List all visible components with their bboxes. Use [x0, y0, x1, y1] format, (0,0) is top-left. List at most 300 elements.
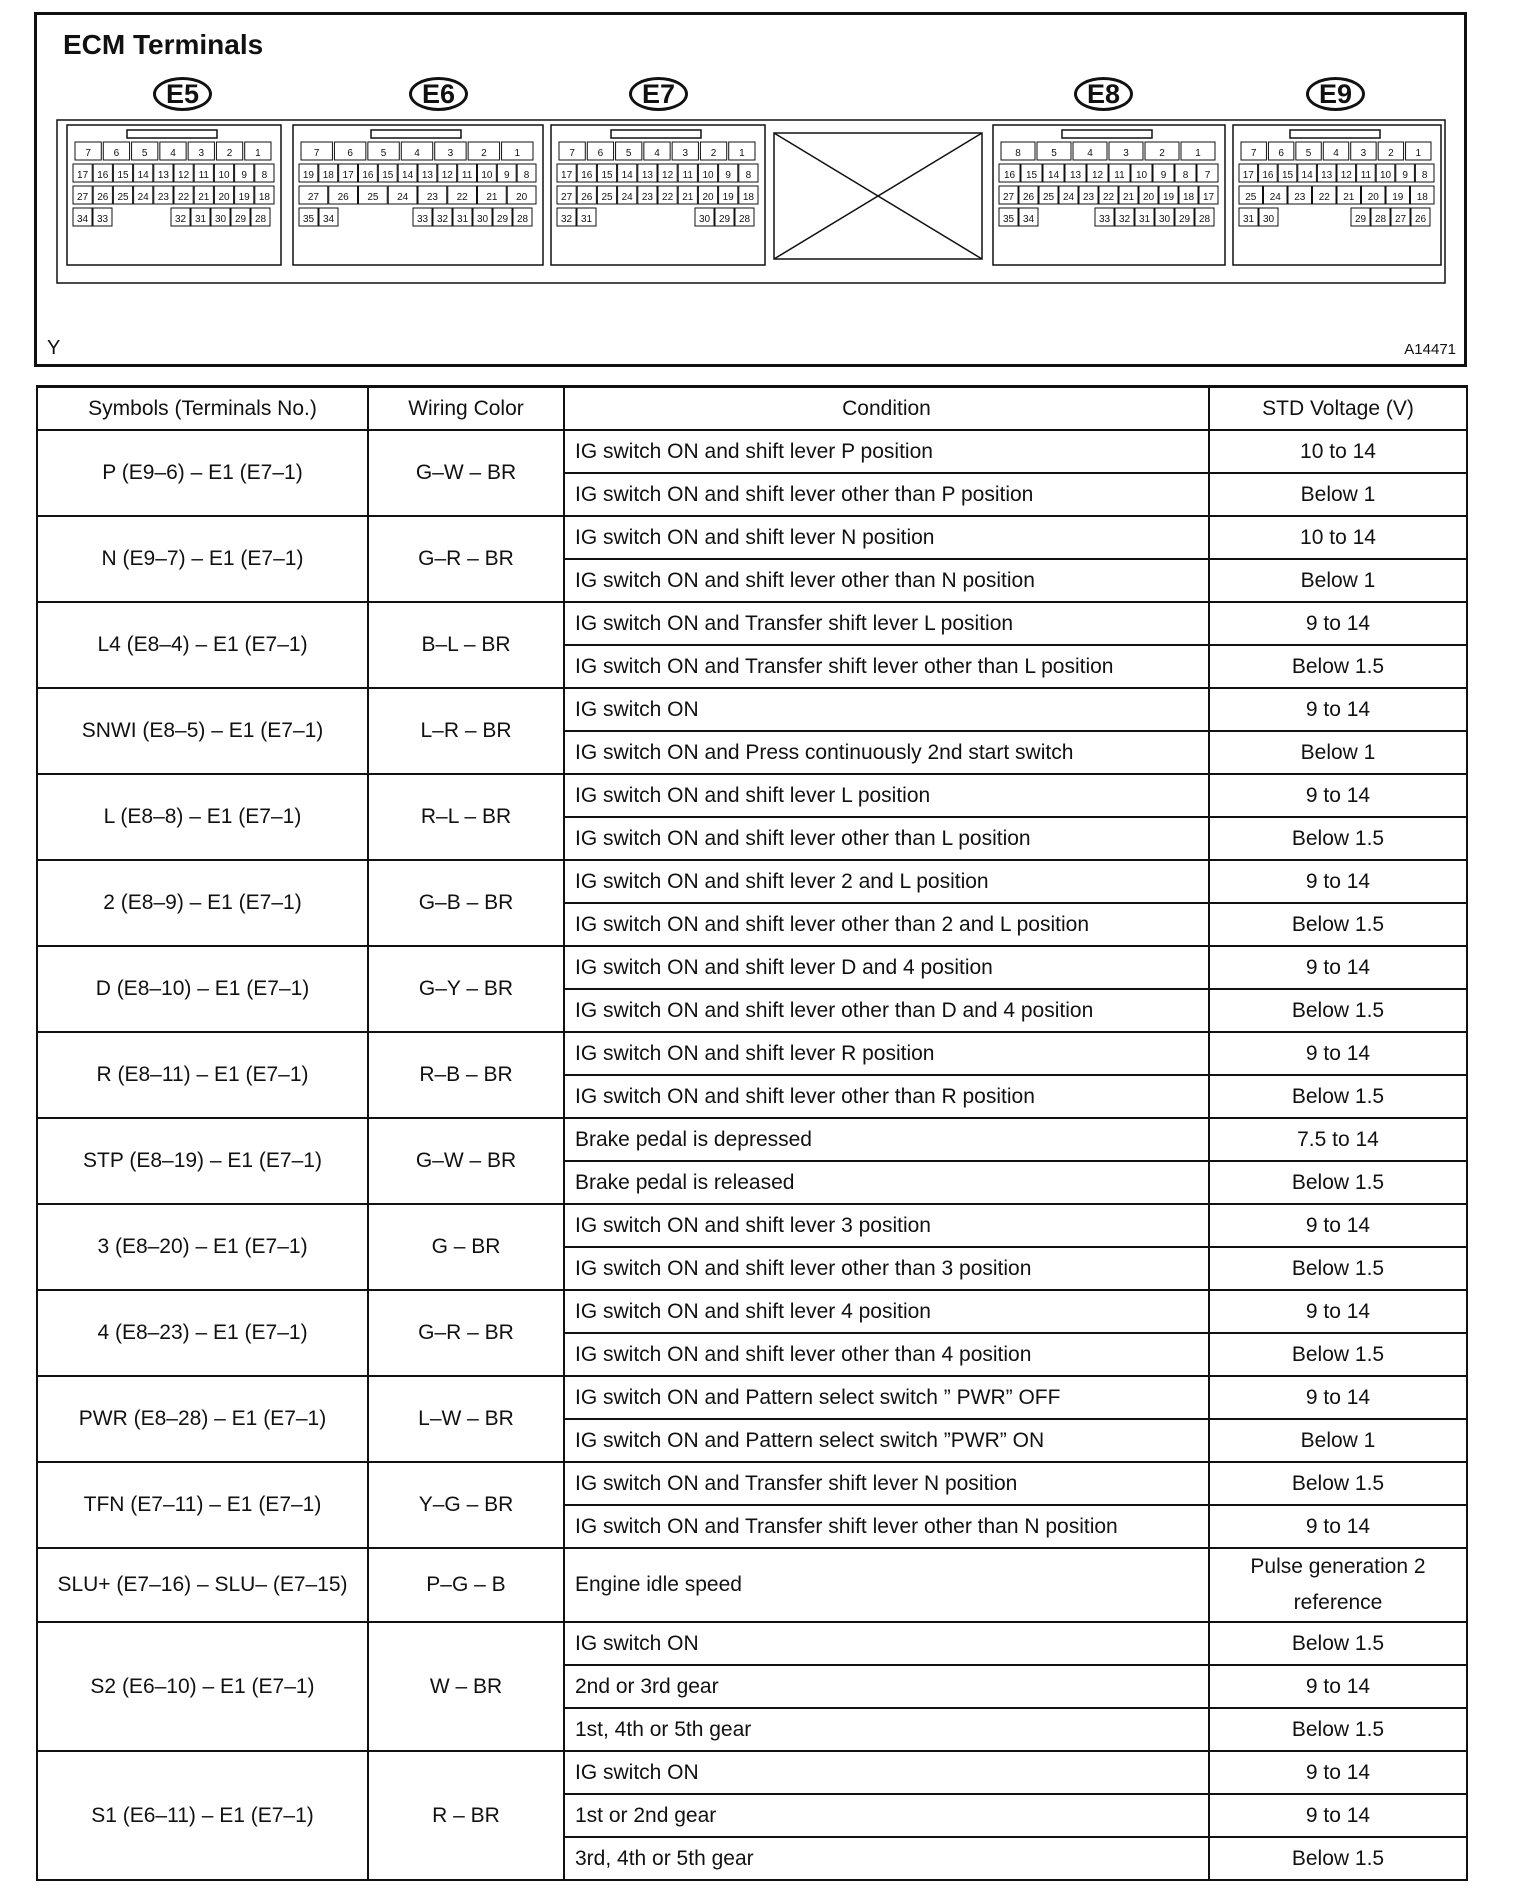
pin-number: 4: [654, 148, 660, 159]
condition-cell: Brake pedal is released: [564, 1161, 1209, 1204]
condition-cell: IG switch ON and Transfer shift lever other than N position: [564, 1505, 1209, 1548]
pin-number: 13: [1321, 170, 1333, 181]
header-symbols: Symbols (Terminals No.): [37, 387, 368, 431]
pin-number: 21: [1122, 192, 1135, 203]
pin-number: 16: [1003, 170, 1016, 181]
pin-number: 9: [1160, 170, 1167, 181]
pin-number: 4: [1087, 148, 1093, 159]
connector-latch: [371, 130, 461, 138]
ecm-terminals-figure: [34, 12, 1467, 367]
pin-number: 6: [1278, 148, 1284, 159]
pin-number: 12: [662, 170, 674, 181]
condition-cell: IG switch ON: [564, 688, 1209, 731]
pin-number: 30: [698, 214, 711, 225]
pin-number: 33: [1098, 214, 1111, 225]
voltage-cell: Below 1: [1209, 559, 1467, 602]
condition-cell: IG switch ON: [564, 1751, 1209, 1794]
pin-number: 2: [1388, 148, 1394, 159]
voltage-cell: 9 to 14: [1209, 860, 1467, 903]
pin-number: 15: [117, 170, 129, 181]
condition-cell: IG switch ON and shift lever other than 2 and L position: [564, 903, 1209, 946]
pin-number: 11: [461, 170, 473, 181]
symbol-cell: SNWI (E8–5) – E1 (E7–1): [37, 688, 368, 774]
connector-label-e5: E5: [153, 77, 212, 111]
table-row: [37, 688, 1467, 731]
condition-cell: IG switch ON and shift lever D and 4 position: [564, 946, 1209, 989]
pin-number: 2: [481, 148, 487, 159]
wiring-color-cell: P–G – B: [368, 1548, 564, 1622]
condition-cell: 2nd or 3rd gear: [564, 1665, 1209, 1708]
condition-cell: 1st, 4th or 5th gear: [564, 1708, 1209, 1751]
pin-number: 31: [580, 214, 593, 225]
table-header-row: [37, 387, 1467, 431]
pin-number: 5: [1305, 148, 1312, 159]
voltage-cell: Below 1.5: [1209, 1837, 1467, 1880]
pin-number: 9: [503, 170, 510, 181]
pin-number: 11: [198, 170, 209, 181]
pin-number: 7: [313, 148, 320, 159]
pin-number: 22: [1318, 192, 1330, 203]
pin-number: 20: [218, 192, 230, 203]
condition-cell: IG switch ON and shift lever other than D and 4 position: [564, 989, 1209, 1032]
pin-number: 16: [1262, 170, 1274, 181]
pin-number: 2: [710, 148, 717, 159]
condition-cell: IG switch ON and shift lever P position: [564, 430, 1209, 473]
pin-number: 10: [702, 170, 714, 181]
pin-number: 14: [1301, 170, 1313, 181]
condition-cell: 1st or 2nd gear: [564, 1794, 1209, 1837]
table-row: [37, 1622, 1467, 1665]
condition-cell: IG switch ON and Pattern select switch ”PWR” ON: [564, 1419, 1209, 1462]
voltage-cell: Below 1.5: [1209, 1708, 1467, 1751]
pin-number: 26: [337, 192, 349, 203]
condition-cell: IG switch ON and shift lever other than 3 position: [564, 1247, 1209, 1290]
wiring-color-cell: R – BR: [368, 1751, 564, 1880]
pin-number: 19: [238, 192, 250, 203]
pin-number: 14: [621, 170, 633, 181]
pin-number: 4: [414, 148, 420, 159]
pin-number: 23: [157, 192, 169, 203]
condition-cell: IG switch ON and shift lever R position: [564, 1032, 1209, 1075]
pin-number: 7: [85, 148, 91, 159]
pin-number: 19: [722, 192, 734, 203]
figure-title: ECM Terminals: [63, 29, 264, 60]
pin-number: 14: [137, 170, 149, 181]
condition-cell: Engine idle speed: [564, 1548, 1209, 1622]
pin-number: 3: [1123, 148, 1129, 159]
symbol-cell: TFN (E7–11) – E1 (E7–1): [37, 1462, 368, 1548]
connector-label-e6: E6: [409, 77, 468, 111]
voltage-cell: 9 to 14: [1209, 1376, 1467, 1419]
header-condition: Condition: [564, 387, 1209, 431]
pin-number: 6: [347, 148, 353, 159]
condition-cell: IG switch ON and shift lever N position: [564, 516, 1209, 559]
voltage-cell: Below 1.5: [1209, 1247, 1467, 1290]
pin-number: 17: [1242, 170, 1254, 181]
pin-number: 26: [1414, 214, 1427, 225]
symbol-cell: 2 (E8–9) – E1 (E7–1): [37, 860, 368, 946]
pin-number: 27: [77, 192, 89, 203]
voltage-cell: 10 to 14: [1209, 430, 1467, 473]
pin-number: 8: [523, 170, 530, 181]
condition-cell: IG switch ON and shift lever other than L position: [564, 817, 1209, 860]
pin-number: 25: [367, 192, 379, 203]
pin-number: 7: [569, 148, 575, 159]
pin-number: 34: [1022, 214, 1035, 225]
pin-number: 23: [1294, 192, 1306, 203]
wiring-color-cell: G–W – BR: [368, 1118, 564, 1204]
voltage-cell: 7.5 to 14: [1209, 1118, 1467, 1161]
wiring-color-cell: G–R – BR: [368, 1290, 564, 1376]
pin-number: 32: [560, 214, 573, 225]
pin-number: 20: [1367, 192, 1379, 203]
pin-number: 19: [1162, 192, 1175, 203]
pin-number: 3: [198, 148, 205, 159]
condition-cell: IG switch ON and shift lever other than 4 position: [564, 1333, 1209, 1376]
pin-number: 20: [516, 192, 528, 203]
table-row: [37, 946, 1467, 989]
pin-number: 13: [1069, 170, 1082, 181]
condition-cell: IG switch ON and shift lever 4 position: [564, 1290, 1209, 1333]
pin-number: 15: [1025, 170, 1038, 181]
wiring-color-cell: Y–G – BR: [368, 1462, 564, 1548]
pin-number: 9: [1402, 170, 1408, 181]
pin-number: 4: [170, 148, 176, 159]
pin-number: 5: [1051, 148, 1057, 159]
pin-number: 17: [77, 170, 89, 181]
pin-number: 1: [514, 148, 521, 159]
pin-number: 17: [342, 170, 354, 181]
pin-number: 11: [1114, 170, 1125, 181]
pin-number: 19: [302, 170, 314, 181]
pin-number: 27: [561, 192, 573, 203]
pin-number: 22: [1102, 192, 1115, 203]
pin-number: 3: [1360, 148, 1367, 159]
pin-number: 31: [1138, 214, 1151, 225]
pin-number: 26: [1022, 192, 1035, 203]
wiring-color-cell: G–R – BR: [368, 516, 564, 602]
pin-number: 22: [456, 192, 468, 203]
pin-number: 16: [97, 170, 109, 181]
pin-number: 15: [1281, 170, 1294, 181]
pin-number: 7: [1250, 148, 1257, 159]
pin-number: 29: [1178, 214, 1191, 225]
terminal-voltage-table: [36, 385, 1468, 1881]
pin-number: 21: [486, 192, 498, 203]
symbol-cell: R (E8–11) – E1 (E7–1): [37, 1032, 368, 1118]
connector-label-e8: E8: [1074, 77, 1133, 111]
pin-number: 8: [745, 170, 752, 181]
voltage-cell: 9 to 14: [1209, 1505, 1467, 1548]
wiring-color-cell: L–R – BR: [368, 688, 564, 774]
symbol-cell: L (E8–8) – E1 (E7–1): [37, 774, 368, 860]
pin-number: 3: [447, 148, 454, 159]
voltage-cell: Below 1.5: [1209, 1075, 1467, 1118]
pin-number: 13: [641, 170, 653, 181]
voltage-cell: 9 to 14: [1209, 1751, 1467, 1794]
voltage-cell: Below 1: [1209, 473, 1467, 516]
pin-number: 28: [1374, 214, 1387, 225]
pin-number: 21: [1343, 192, 1355, 203]
table-row: [37, 1376, 1467, 1419]
pin-number: 24: [397, 192, 409, 203]
condition-cell: IG switch ON and shift lever 2 and L position: [564, 860, 1209, 903]
pin-number: 23: [641, 192, 653, 203]
pin-number: 25: [1042, 192, 1055, 203]
wiring-color-cell: R–L – BR: [368, 774, 564, 860]
pin-number: 18: [322, 170, 334, 181]
pin-number: 12: [1091, 170, 1104, 181]
pin-number: 28: [516, 214, 529, 225]
table-row: [37, 1290, 1467, 1333]
pin-number: 8: [261, 170, 268, 181]
pin-number: 5: [380, 148, 387, 159]
header-wiring-color: Wiring Color: [368, 387, 564, 431]
pin-number: 29: [496, 214, 509, 225]
pin-number: 28: [1198, 214, 1211, 225]
connector-label-e7: E7: [629, 77, 688, 111]
pin-number: 11: [1360, 170, 1372, 181]
pin-number: 30: [214, 214, 227, 225]
pin-number: 29: [1354, 214, 1367, 225]
voltage-cell: Below 1.5: [1209, 989, 1467, 1032]
pin-number: 24: [1269, 192, 1281, 203]
pin-number: 12: [441, 170, 453, 181]
condition-cell: IG switch ON and Press continuously 2nd start switch: [564, 731, 1209, 774]
pin-number: 5: [141, 148, 148, 159]
pin-number: 34: [76, 214, 89, 225]
wiring-color-cell: W – BR: [368, 1622, 564, 1751]
symbol-cell: S2 (E6–10) – E1 (E7–1): [37, 1622, 368, 1751]
pin-number: 10: [1379, 170, 1392, 181]
symbol-cell: P (E9–6) – E1 (E7–1): [37, 430, 368, 516]
symbol-cell: 4 (E8–23) – E1 (E7–1): [37, 1290, 368, 1376]
condition-cell: IG switch ON and shift lever L position: [564, 774, 1209, 817]
condition-cell: IG switch ON and Transfer shift lever L position: [564, 602, 1209, 645]
wiring-color-cell: G–B – BR: [368, 860, 564, 946]
figure-code: A14471: [1404, 341, 1456, 358]
pin-number: 16: [362, 170, 374, 181]
condition-cell: IG switch ON and Transfer shift lever other than L position: [564, 645, 1209, 688]
pin-number: 15: [601, 170, 613, 181]
wiring-color-cell: G – BR: [368, 1204, 564, 1290]
pin-number: 8: [1421, 170, 1428, 181]
pin-number: 27: [307, 192, 319, 203]
header-std-voltage: STD Voltage (V): [1209, 387, 1467, 431]
pin-number: 22: [178, 192, 190, 203]
pin-number: 1: [255, 148, 261, 159]
symbol-cell: S1 (E6–11) – E1 (E7–1): [37, 1751, 368, 1880]
pin-number: 20: [1142, 192, 1155, 203]
voltage-cell: Below 1.5: [1209, 817, 1467, 860]
pin-number: 15: [382, 170, 394, 181]
pin-number: 21: [198, 192, 210, 203]
pin-number: 31: [456, 214, 469, 225]
pin-number: 23: [1082, 192, 1095, 203]
pin-number: 16: [581, 170, 593, 181]
voltage-cell: 9 to 14: [1209, 688, 1467, 731]
connector-diagram: [37, 15, 1464, 364]
symbol-cell: PWR (E8–28) – E1 (E7–1): [37, 1376, 368, 1462]
pin-number: 31: [194, 214, 207, 225]
voltage-cell: Pulse generation 2 reference: [1209, 1548, 1467, 1622]
connector-latch: [611, 130, 701, 138]
condition-cell: Brake pedal is depressed: [564, 1118, 1209, 1161]
pin-number: 17: [1202, 192, 1215, 203]
symbol-cell: L4 (E8–4) – E1 (E7–1): [37, 602, 368, 688]
pin-number: 21: [682, 192, 694, 203]
table-row: [37, 1032, 1467, 1075]
pin-number: 7: [1204, 170, 1211, 181]
connector-latch: [1290, 130, 1380, 138]
wiring-color-cell: L–W – BR: [368, 1376, 564, 1462]
table-row: [37, 1118, 1467, 1161]
condition-cell: IG switch ON and shift lever other than P position: [564, 473, 1209, 516]
voltage-cell: 9 to 14: [1209, 1794, 1467, 1837]
pin-number: 31: [1242, 214, 1255, 225]
pin-number: 11: [682, 170, 693, 181]
connector-latch: [1062, 130, 1152, 138]
table-row: [37, 1462, 1467, 1505]
pin-number: 34: [322, 214, 335, 225]
pin-number: 19: [1392, 192, 1404, 203]
condition-cell: IG switch ON and shift lever 3 position: [564, 1204, 1209, 1247]
pin-number: 27: [1002, 192, 1015, 203]
pin-number: 12: [1340, 170, 1352, 181]
pin-number: 3: [682, 148, 689, 159]
condition-cell: IG switch ON: [564, 1622, 1209, 1665]
table-row: [37, 1751, 1467, 1794]
pin-number: 2: [1159, 148, 1165, 159]
voltage-cell: 9 to 14: [1209, 1032, 1467, 1075]
pin-number: 9: [241, 170, 247, 181]
voltage-cell: Below 1: [1209, 1419, 1467, 1462]
wiring-color-cell: B–L – BR: [368, 602, 564, 688]
symbol-cell: SLU+ (E7–16) – SLU– (E7–15): [37, 1548, 368, 1622]
wiring-color-cell: G–Y – BR: [368, 946, 564, 1032]
voltage-cell: 9 to 14: [1209, 946, 1467, 989]
pin-number: 17: [561, 170, 573, 181]
pin-number: 35: [1002, 214, 1015, 225]
wiring-color-cell: G–W – BR: [368, 430, 564, 516]
condition-cell: IG switch ON and Transfer shift lever N position: [564, 1462, 1209, 1505]
table-row: [37, 1204, 1467, 1247]
pin-number: 26: [581, 192, 593, 203]
pin-number: 1: [739, 148, 745, 159]
symbol-cell: D (E8–10) – E1 (E7–1): [37, 946, 368, 1032]
pin-number: 28: [254, 214, 267, 225]
pin-number: 32: [174, 214, 187, 225]
pin-number: 14: [1047, 170, 1060, 181]
corner-mark-left: Y: [47, 337, 61, 359]
pin-number: 10: [218, 170, 230, 181]
pin-number: 24: [1062, 192, 1075, 203]
table-row: [37, 516, 1467, 559]
table-row: [37, 860, 1467, 903]
pin-number: 18: [742, 192, 754, 203]
pin-number: 24: [621, 192, 633, 203]
table-row: [37, 774, 1467, 817]
voltage-cell: Below 1.5: [1209, 903, 1467, 946]
pin-number: 10: [1135, 170, 1148, 181]
wiring-color-cell: R–B – BR: [368, 1032, 564, 1118]
symbol-cell: STP (E8–19) – E1 (E7–1): [37, 1118, 368, 1204]
condition-cell: 3rd, 4th or 5th gear: [564, 1837, 1209, 1880]
pin-number: 1: [1415, 148, 1422, 159]
pin-number: 33: [96, 214, 109, 225]
pin-number: 25: [601, 192, 613, 203]
pin-number: 6: [113, 148, 120, 159]
pin-number: 14: [402, 170, 414, 181]
table-row: [37, 602, 1467, 645]
pin-number: 13: [421, 170, 433, 181]
pin-number: 23: [426, 192, 438, 203]
symbol-cell: N (E9–7) – E1 (E7–1): [37, 516, 368, 602]
voltage-cell: Below 1.5: [1209, 1622, 1467, 1665]
voltage-cell: Below 1.5: [1209, 1333, 1467, 1376]
pin-number: 18: [1182, 192, 1195, 203]
condition-cell: IG switch ON and Pattern select switch ” PWR” OFF: [564, 1376, 1209, 1419]
pin-number: 22: [662, 192, 674, 203]
pin-number: 8: [1015, 148, 1021, 159]
condition-cell: IG switch ON and shift lever other than R position: [564, 1075, 1209, 1118]
pin-number: 30: [476, 214, 489, 225]
voltage-cell: 9 to 14: [1209, 774, 1467, 817]
pin-number: 32: [436, 214, 449, 225]
pin-number: 33: [416, 214, 429, 225]
pin-number: 25: [1245, 192, 1257, 203]
pin-number: 30: [1158, 214, 1171, 225]
pin-number: 26: [97, 192, 109, 203]
table-row: [37, 430, 1467, 473]
pin-number: 29: [718, 214, 731, 225]
voltage-cell: 9 to 14: [1209, 1290, 1467, 1333]
connector-label-e9: E9: [1306, 77, 1365, 111]
voltage-cell: 9 to 14: [1209, 1665, 1467, 1708]
table-row: [37, 1548, 1467, 1622]
voltage-cell: Below 1: [1209, 731, 1467, 774]
voltage-cell: Below 1.5: [1209, 645, 1467, 688]
voltage-cell: Below 1.5: [1209, 1161, 1467, 1204]
pin-number: 30: [1262, 214, 1275, 225]
pin-number: 1: [1195, 148, 1201, 159]
pin-number: 29: [234, 214, 247, 225]
pin-number: 24: [137, 192, 149, 203]
voltage-cell: 10 to 14: [1209, 516, 1467, 559]
pin-number: 35: [302, 214, 315, 225]
pin-number: 8: [1182, 170, 1189, 181]
pin-number: 18: [1416, 192, 1428, 203]
pin-number: 18: [258, 192, 270, 203]
pin-number: 13: [157, 170, 169, 181]
condition-cell: IG switch ON and shift lever other than N position: [564, 559, 1209, 602]
pin-number: 28: [738, 214, 751, 225]
pin-number: 27: [1394, 214, 1407, 225]
pin-number: 2: [226, 148, 233, 159]
pin-number: 6: [597, 148, 604, 159]
voltage-cell: Below 1.5: [1209, 1462, 1467, 1505]
pin-number: 25: [117, 192, 129, 203]
pin-number: 32: [1118, 214, 1131, 225]
pin-number: 12: [178, 170, 190, 181]
pin-number: 9: [725, 170, 731, 181]
pin-number: 10: [481, 170, 493, 181]
pin-number: 5: [625, 148, 632, 159]
symbol-cell: 3 (E8–20) – E1 (E7–1): [37, 1204, 368, 1290]
pin-number: 4: [1333, 148, 1339, 159]
pin-number: 20: [702, 192, 714, 203]
connector-latch: [127, 130, 217, 138]
